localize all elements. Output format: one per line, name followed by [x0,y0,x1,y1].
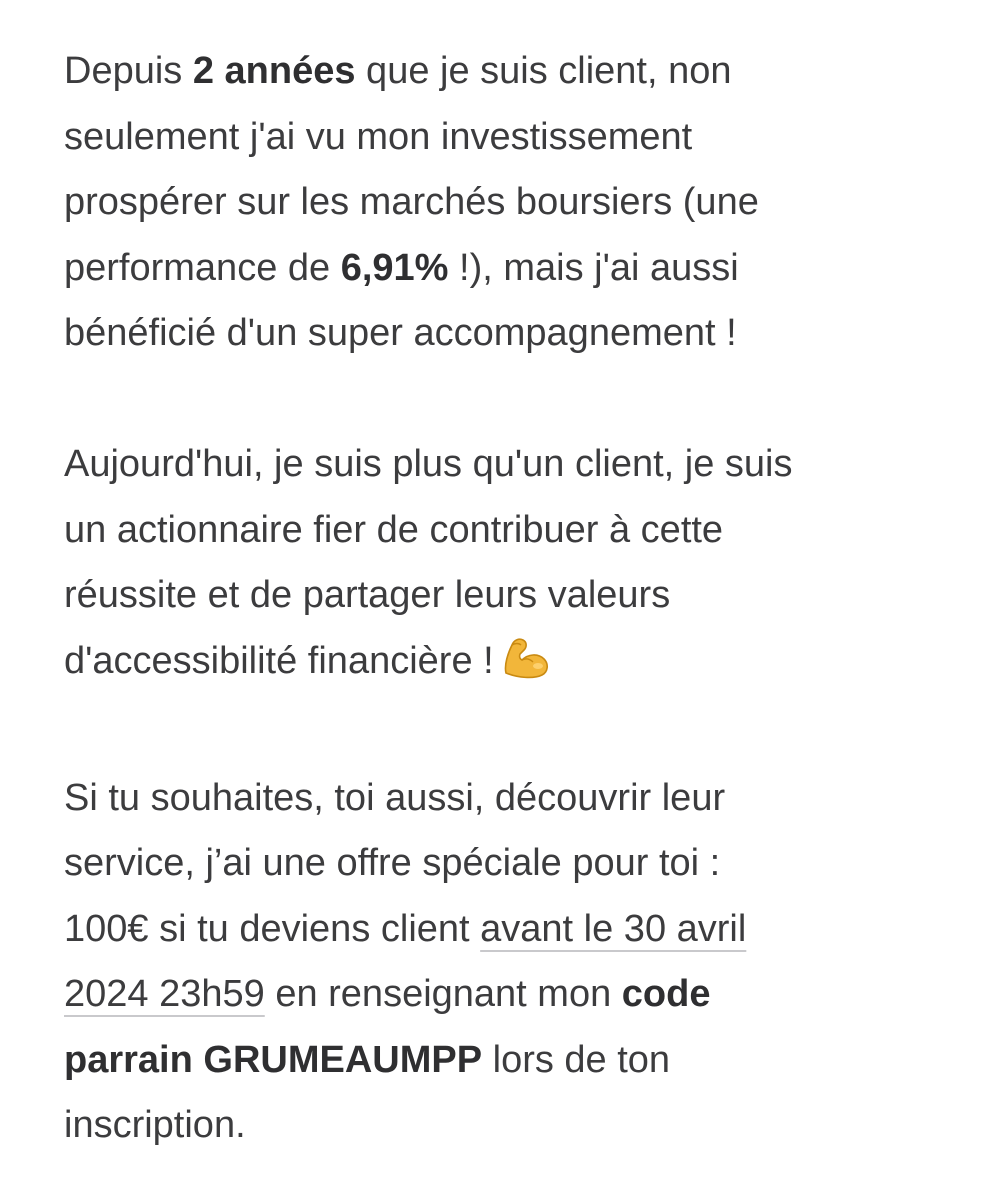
text-line [64,962,964,1028]
text-span: performance de [64,246,341,289]
text-line [64,629,964,701]
paragraph-shareholder [64,432,964,700]
text-line: Si tu souhaites, toi aussi, découvrir leur [64,776,726,819]
text-span: 100€ si tu deviens client [64,907,481,950]
bold-duration: 2 années [192,50,356,92]
text-line [64,897,964,963]
text-span: Depuis [64,50,193,92]
text-span: d'accessibilité financière ! [64,639,494,682]
bold-performance: 6,91% [340,246,449,289]
text-line: seulement j'ai vu mon investissement [64,115,693,158]
text-line [64,39,964,105]
text-line [64,236,964,302]
text-line: Aujourd'hui, je suis plus qu'un client, je suis [64,443,793,485]
bold-code-label: code [621,973,711,1015]
text-span: lors de ton [482,1038,671,1081]
bold-referral-code: parrain GRUMEAUMPP [64,1038,483,1081]
text-span: en renseignant mon [264,973,622,1015]
text-line [64,1028,964,1094]
text-line: réussite et de partager leurs valeurs [64,574,671,616]
deadline-link[interactable]: avant le 30 avril [480,907,747,950]
note-body[interactable] [64,39,964,1159]
deadline-link[interactable]: 2024 23h59 [64,973,265,1015]
flexed-biceps-icon [500,635,552,701]
text-span: que je suis client, non [355,50,732,92]
paragraph-offer [64,766,964,1159]
text-line: bénéficié d'un super accompagnement ! [64,312,737,354]
text-line: service, j’ai une offre spéciale pour toi : [64,842,721,884]
text-span: !), mais j'ai aussi [448,246,739,289]
text-line: un actionnaire fier de contribuer à cette [64,508,724,551]
paragraph-experience [64,39,964,367]
text-line: prospérer sur les marchés boursiers (une [64,181,759,223]
text-line: inscription. [64,1104,246,1146]
